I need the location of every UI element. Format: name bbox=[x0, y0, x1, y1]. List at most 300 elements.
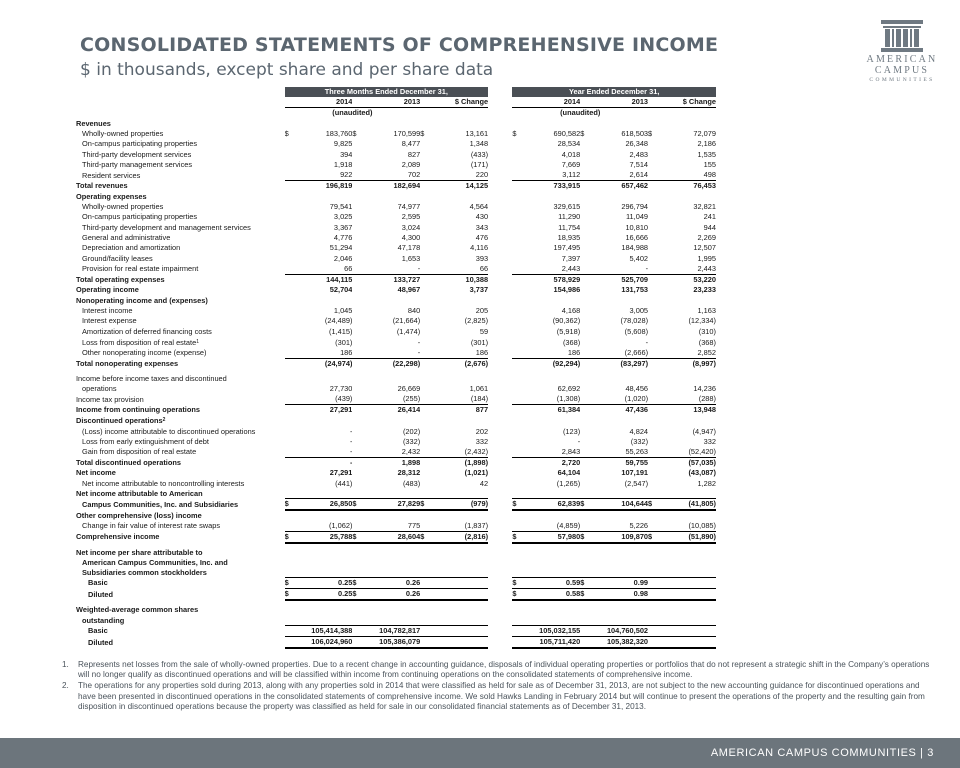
currency-symbol bbox=[420, 426, 428, 436]
footer-text: AMERICAN CAMPUS COMMUNITIES | 3 bbox=[710, 747, 934, 759]
value-cell: 48,456 bbox=[625, 384, 649, 394]
currency-symbol bbox=[285, 637, 293, 649]
row-label-text: Income tax provision bbox=[76, 394, 144, 404]
currency-symbol bbox=[285, 139, 293, 149]
value-cell: 184,988 bbox=[621, 243, 649, 253]
currency-symbol bbox=[285, 605, 293, 615]
row-label-text: Discontinued operations bbox=[76, 416, 163, 426]
row-label-text: Basic bbox=[88, 578, 108, 588]
row-label-text: Operating income bbox=[76, 285, 139, 295]
value-cell: 0.59 bbox=[520, 578, 580, 589]
currency-symbol bbox=[420, 615, 428, 625]
value-cell bbox=[428, 589, 488, 601]
page-subtitle: $ in thousands, except share and per share data bbox=[80, 60, 494, 80]
row-label-text: Gain from disposition of real estate bbox=[82, 447, 197, 457]
currency-symbol bbox=[420, 521, 428, 532]
value-cell: 4,564 bbox=[469, 201, 489, 211]
value-cell: 18,935 bbox=[557, 233, 581, 243]
value-cell bbox=[428, 295, 488, 305]
value-cell bbox=[588, 510, 648, 520]
table-row bbox=[76, 605, 716, 615]
row-label bbox=[76, 191, 285, 201]
row-label bbox=[76, 531, 285, 543]
value-cell: (2,547) bbox=[624, 478, 649, 488]
currency-symbol bbox=[512, 447, 520, 458]
currency-symbol bbox=[648, 202, 656, 212]
currency-symbol bbox=[580, 118, 588, 128]
currency-symbol bbox=[420, 605, 428, 615]
currency-symbol bbox=[285, 521, 293, 532]
value-cell: 13,161 bbox=[465, 128, 489, 138]
value-cell: 2,432 bbox=[401, 447, 421, 457]
currency-symbol bbox=[352, 306, 360, 316]
currency-symbol bbox=[648, 637, 656, 649]
value-cell bbox=[428, 558, 488, 568]
value-cell: 4,300 bbox=[401, 233, 421, 243]
value-cell bbox=[656, 510, 716, 520]
footnote-1-number: 1. bbox=[62, 660, 69, 669]
value-cell: 2,046 bbox=[333, 253, 353, 263]
currency-symbol bbox=[420, 306, 428, 316]
currency-symbol bbox=[580, 626, 588, 637]
footnote-1 bbox=[62, 660, 934, 680]
currency-symbol bbox=[580, 437, 588, 447]
row-label bbox=[76, 285, 285, 295]
currency-symbol bbox=[580, 275, 588, 286]
currency-symbol bbox=[648, 348, 656, 359]
row-label-text: Resident services bbox=[82, 170, 141, 180]
currency-symbol bbox=[648, 626, 656, 637]
currency-symbol bbox=[420, 626, 428, 637]
value-cell: 26,850 bbox=[293, 499, 353, 511]
currency-symbol bbox=[580, 285, 588, 295]
value-cell: 241 bbox=[703, 212, 716, 222]
value-cell: 27,291 bbox=[329, 468, 353, 478]
currency-symbol bbox=[420, 578, 428, 589]
currency-symbol bbox=[285, 374, 293, 384]
currency-symbol: $ bbox=[512, 128, 517, 138]
currency-symbol bbox=[285, 510, 293, 520]
currency-symbol bbox=[420, 437, 428, 447]
value-cell bbox=[656, 548, 716, 558]
currency-symbol: $ bbox=[512, 499, 520, 511]
currency-symbol bbox=[352, 170, 360, 181]
currency-symbol bbox=[420, 243, 428, 253]
value-cell: 944 bbox=[703, 222, 716, 232]
currency-symbol bbox=[352, 437, 360, 447]
currency-symbol: $ bbox=[648, 128, 653, 138]
row-label bbox=[76, 254, 285, 264]
value-cell: 0.25 bbox=[293, 578, 353, 589]
row-label-text: Weighted-average common shares bbox=[76, 605, 199, 615]
value-cell: 27,291 bbox=[293, 405, 353, 416]
value-cell bbox=[588, 605, 648, 615]
value-cell: (92,294) bbox=[520, 359, 580, 370]
row-label-text: General and administrative bbox=[82, 233, 171, 243]
value-cell: 1,061 bbox=[469, 384, 489, 394]
value-cell: 4,116 bbox=[470, 243, 489, 253]
currency-symbol bbox=[512, 118, 520, 128]
value-cell bbox=[520, 568, 580, 578]
value-cell bbox=[361, 489, 421, 499]
currency-symbol: $ bbox=[512, 578, 520, 589]
row-label bbox=[76, 306, 285, 316]
row-label bbox=[76, 129, 285, 139]
value-cell: (1,898) bbox=[428, 458, 488, 469]
value-cell bbox=[428, 489, 488, 499]
value-cell: (57,035) bbox=[656, 458, 716, 469]
table-row bbox=[76, 499, 716, 511]
currency-symbol bbox=[285, 223, 293, 233]
value-cell: 27,730 bbox=[329, 384, 353, 394]
table-row bbox=[76, 531, 716, 543]
value-cell bbox=[656, 415, 716, 426]
value-cell: 2,852 bbox=[697, 348, 716, 358]
table-row bbox=[76, 521, 716, 532]
value-cell: 32,821 bbox=[693, 201, 716, 211]
value-cell: 183,760 bbox=[325, 128, 353, 138]
value-cell bbox=[428, 605, 488, 615]
currency-symbol bbox=[420, 337, 428, 348]
row-label-text: Third-party management services bbox=[82, 160, 193, 170]
y-change-header: $ Change bbox=[648, 97, 716, 108]
value-cell bbox=[293, 558, 353, 568]
currency-symbol bbox=[352, 626, 360, 637]
value-cell bbox=[520, 191, 580, 201]
currency-symbol bbox=[512, 348, 520, 359]
row-label bbox=[76, 394, 285, 405]
currency-symbol bbox=[285, 243, 293, 253]
currency-symbol bbox=[285, 316, 293, 326]
currency-symbol: $ bbox=[512, 589, 520, 601]
currency-symbol bbox=[352, 337, 360, 348]
currency-symbol bbox=[285, 337, 293, 348]
row-label bbox=[76, 489, 285, 499]
currency-symbol bbox=[352, 374, 360, 384]
currency-symbol bbox=[420, 548, 428, 558]
row-label bbox=[76, 426, 285, 436]
currency-symbol: $ bbox=[285, 589, 293, 601]
value-cell: (22,298) bbox=[361, 359, 421, 370]
value-cell: 104,760,502 bbox=[588, 626, 648, 637]
value-cell: 64,104 bbox=[557, 468, 581, 478]
currency-symbol bbox=[648, 468, 656, 478]
value-cell bbox=[361, 605, 421, 615]
currency-symbol bbox=[580, 548, 588, 558]
row-label-text: Change in fair value of interest rate swaps bbox=[82, 521, 221, 531]
value-cell bbox=[293, 568, 353, 578]
logo-line-1: AMERICAN bbox=[866, 54, 938, 65]
value-cell bbox=[293, 510, 353, 520]
currency-symbol bbox=[512, 437, 520, 447]
currency-symbol bbox=[420, 568, 428, 578]
currency-symbol bbox=[580, 306, 588, 316]
value-cell: 62,692 bbox=[557, 384, 581, 394]
value-cell: 7,397 bbox=[561, 253, 581, 263]
currency-symbol bbox=[512, 150, 520, 160]
value-cell bbox=[656, 191, 716, 201]
value-cell: 170,599 bbox=[393, 128, 421, 138]
value-cell: (51,890) bbox=[656, 531, 716, 543]
currency-symbol bbox=[648, 327, 656, 337]
currency-symbol bbox=[420, 637, 428, 649]
value-cell: (332) bbox=[630, 437, 649, 446]
currency-symbol bbox=[352, 548, 360, 558]
row-label bbox=[76, 275, 285, 286]
currency-symbol bbox=[512, 139, 520, 149]
value-cell bbox=[361, 510, 421, 520]
table-row bbox=[76, 160, 716, 170]
currency-symbol bbox=[285, 348, 293, 359]
value-cell: (184) bbox=[470, 394, 489, 404]
row-label-text: Depreciation and amortization bbox=[82, 243, 181, 253]
value-cell: 0.25 bbox=[293, 589, 353, 601]
value-cell bbox=[588, 295, 648, 305]
value-cell: 4,168 bbox=[561, 306, 581, 316]
currency-symbol bbox=[285, 415, 293, 426]
value-cell: (332) bbox=[402, 437, 421, 446]
value-cell bbox=[428, 374, 488, 384]
value-cell bbox=[428, 568, 488, 578]
table-row bbox=[76, 615, 716, 625]
value-cell: 16,666 bbox=[625, 233, 649, 243]
table-row bbox=[76, 394, 716, 405]
table-row bbox=[76, 202, 716, 212]
row-label-text: On-campus participating properties bbox=[82, 212, 198, 222]
value-cell: (255) bbox=[402, 394, 421, 404]
value-cell: 186 bbox=[567, 348, 581, 358]
value-cell: 1,918 bbox=[333, 160, 353, 170]
value-cell: 53,220 bbox=[656, 275, 716, 286]
currency-symbol bbox=[352, 118, 360, 128]
row-label bbox=[76, 447, 285, 458]
value-cell: 0.98 bbox=[588, 589, 648, 601]
currency-symbol bbox=[580, 605, 588, 615]
currency-symbol: $ bbox=[285, 578, 293, 589]
q-change-header: $ Change bbox=[420, 97, 488, 108]
income-statement-table bbox=[76, 87, 716, 649]
currency-symbol bbox=[420, 359, 428, 370]
value-cell: (301) bbox=[470, 337, 489, 347]
value-cell: 0.26 bbox=[361, 578, 421, 589]
value-cell bbox=[520, 118, 580, 128]
value-cell: (979) bbox=[428, 499, 488, 511]
value-cell: 104,782,817 bbox=[361, 626, 421, 637]
currency-symbol bbox=[580, 615, 588, 625]
currency-symbol bbox=[352, 605, 360, 615]
value-cell: 3,024 bbox=[401, 222, 421, 232]
row-label bbox=[76, 578, 285, 589]
value-cell: (441) bbox=[335, 478, 353, 488]
row-label bbox=[76, 548, 285, 558]
value-cell: 42 bbox=[479, 478, 489, 488]
currency-symbol bbox=[580, 415, 588, 426]
currency-symbol bbox=[420, 415, 428, 426]
currency-symbol bbox=[512, 510, 520, 520]
row-label bbox=[76, 181, 285, 192]
value-cell: 182,694 bbox=[361, 181, 421, 192]
currency-symbol bbox=[285, 558, 293, 568]
row-label bbox=[76, 233, 285, 243]
currency-symbol bbox=[285, 275, 293, 286]
value-cell: (123) bbox=[562, 426, 581, 436]
currency-symbol bbox=[420, 394, 428, 405]
row-label bbox=[76, 384, 285, 394]
table-row bbox=[76, 223, 716, 233]
currency-symbol bbox=[285, 405, 293, 416]
value-cell: 8,477 bbox=[401, 139, 421, 149]
currency-symbol bbox=[352, 359, 360, 370]
value-cell: 9,825 bbox=[333, 139, 353, 149]
currency-symbol bbox=[580, 181, 588, 192]
value-cell: 14,236 bbox=[693, 384, 716, 394]
y-unaudited-label: (unaudited) bbox=[560, 108, 601, 118]
q-2014-header: 2014 bbox=[285, 97, 353, 108]
currency-symbol bbox=[420, 510, 428, 520]
currency-symbol bbox=[512, 384, 520, 394]
value-cell: 202 bbox=[475, 426, 489, 436]
currency-symbol bbox=[580, 637, 588, 649]
row-label-text: Net income bbox=[76, 468, 116, 478]
value-cell: 48,967 bbox=[397, 285, 421, 295]
value-cell: (78,028) bbox=[620, 316, 649, 326]
currency-symbol bbox=[580, 394, 588, 405]
currency-symbol bbox=[285, 295, 293, 305]
value-cell: 3,737 bbox=[469, 285, 489, 295]
value-cell: 525,709 bbox=[588, 275, 648, 286]
value-cell: (8,997) bbox=[656, 359, 716, 370]
currency-symbol bbox=[352, 479, 360, 489]
currency-symbol bbox=[420, 285, 428, 295]
value-cell: 4,824 bbox=[629, 426, 649, 436]
value-cell: 690,582 bbox=[553, 128, 581, 138]
row-label-text: Nonoperating income and (expenses) bbox=[76, 295, 208, 305]
value-cell: (5,918) bbox=[556, 326, 581, 336]
value-cell bbox=[293, 615, 353, 625]
currency-symbol bbox=[512, 316, 520, 326]
table-row bbox=[76, 233, 716, 243]
value-cell bbox=[520, 558, 580, 568]
currency-symbol bbox=[580, 254, 588, 264]
currency-symbol bbox=[420, 384, 428, 394]
table-row bbox=[76, 510, 716, 520]
value-cell: 11,049 bbox=[625, 212, 649, 222]
value-cell: - bbox=[417, 264, 421, 274]
currency-symbol bbox=[648, 359, 656, 370]
value-cell: 2,443 bbox=[561, 264, 581, 274]
currency-symbol bbox=[285, 447, 293, 458]
row-label bbox=[76, 139, 285, 149]
currency-symbol: $ bbox=[580, 128, 585, 138]
value-cell bbox=[293, 295, 353, 305]
value-cell bbox=[656, 568, 716, 578]
value-cell bbox=[588, 118, 648, 128]
value-cell: (433) bbox=[470, 149, 489, 159]
footnote-ref: 2 bbox=[162, 417, 166, 424]
value-cell: - bbox=[645, 264, 649, 274]
currency-symbol bbox=[512, 275, 520, 286]
value-cell: 28,604 bbox=[361, 531, 421, 543]
currency-symbol bbox=[420, 118, 428, 128]
row-label bbox=[76, 327, 285, 337]
currency-symbol bbox=[285, 233, 293, 243]
currency-symbol bbox=[285, 285, 293, 295]
value-cell bbox=[520, 374, 580, 384]
currency-symbol bbox=[648, 405, 656, 416]
currency-symbol bbox=[512, 223, 520, 233]
currency-symbol bbox=[648, 605, 656, 615]
value-cell bbox=[520, 295, 580, 305]
currency-symbol bbox=[512, 170, 520, 181]
value-cell: 393 bbox=[475, 253, 489, 263]
row-label bbox=[76, 118, 285, 128]
row-label bbox=[76, 437, 285, 447]
currency-symbol bbox=[580, 405, 588, 416]
row-label bbox=[76, 202, 285, 212]
value-cell: 2,614 bbox=[629, 170, 649, 180]
value-cell: 1,653 bbox=[401, 253, 421, 263]
value-cell: 105,414,388 bbox=[293, 626, 353, 637]
row-label bbox=[76, 348, 285, 359]
value-cell: 0.26 bbox=[361, 589, 421, 601]
currency-symbol bbox=[648, 415, 656, 426]
logo-line-2: CAMPUS bbox=[874, 65, 930, 76]
row-label-text: Revenues bbox=[76, 118, 111, 128]
currency-symbol bbox=[512, 327, 520, 337]
row-label-text: Total discontinued operations bbox=[76, 457, 181, 467]
value-cell: (52,420) bbox=[688, 447, 716, 457]
row-label-text: Net income per share attributable to bbox=[76, 547, 203, 557]
row-label-text: Loss from early extinguishment of debt bbox=[82, 437, 209, 446]
currency-symbol: $ bbox=[512, 531, 520, 543]
value-cell bbox=[428, 191, 488, 201]
currency-symbol bbox=[285, 626, 293, 637]
value-cell: (1,474) bbox=[396, 326, 421, 336]
currency-symbol: $ bbox=[285, 499, 293, 511]
currency-symbol bbox=[512, 394, 520, 405]
value-cell: 0.58 bbox=[520, 589, 580, 601]
currency-symbol bbox=[352, 327, 360, 337]
value-cell: (301) bbox=[335, 337, 353, 347]
value-cell: 296,794 bbox=[621, 201, 649, 211]
currency-symbol bbox=[580, 202, 588, 212]
currency-symbol: $ bbox=[580, 589, 588, 601]
currency-symbol bbox=[512, 359, 520, 370]
currency-symbol bbox=[352, 510, 360, 520]
currency-symbol bbox=[285, 160, 293, 170]
currency-symbol bbox=[512, 626, 520, 637]
currency-symbol bbox=[512, 458, 520, 469]
value-cell: 2,089 bbox=[401, 160, 421, 170]
value-cell: 109,870 bbox=[588, 531, 648, 543]
value-cell: 1,535 bbox=[697, 149, 716, 159]
value-cell bbox=[588, 568, 648, 578]
currency-symbol bbox=[352, 348, 360, 359]
currency-symbol bbox=[648, 170, 656, 181]
page-title: CONSOLIDATED STATEMENTS OF COMPREHENSIVE INCOME bbox=[80, 34, 719, 56]
currency-symbol: $ bbox=[648, 531, 656, 543]
row-label-text: Third-party development and management services bbox=[82, 222, 251, 232]
currency-symbol bbox=[352, 394, 360, 405]
currency-symbol bbox=[352, 264, 360, 275]
currency-symbol bbox=[580, 233, 588, 243]
currency-symbol bbox=[352, 447, 360, 458]
row-label-text: Wholly-owned properties bbox=[82, 128, 164, 138]
currency-symbol bbox=[648, 489, 656, 499]
currency-symbol bbox=[352, 223, 360, 233]
value-cell: 28,534 bbox=[557, 139, 581, 149]
value-cell: - bbox=[577, 437, 581, 446]
